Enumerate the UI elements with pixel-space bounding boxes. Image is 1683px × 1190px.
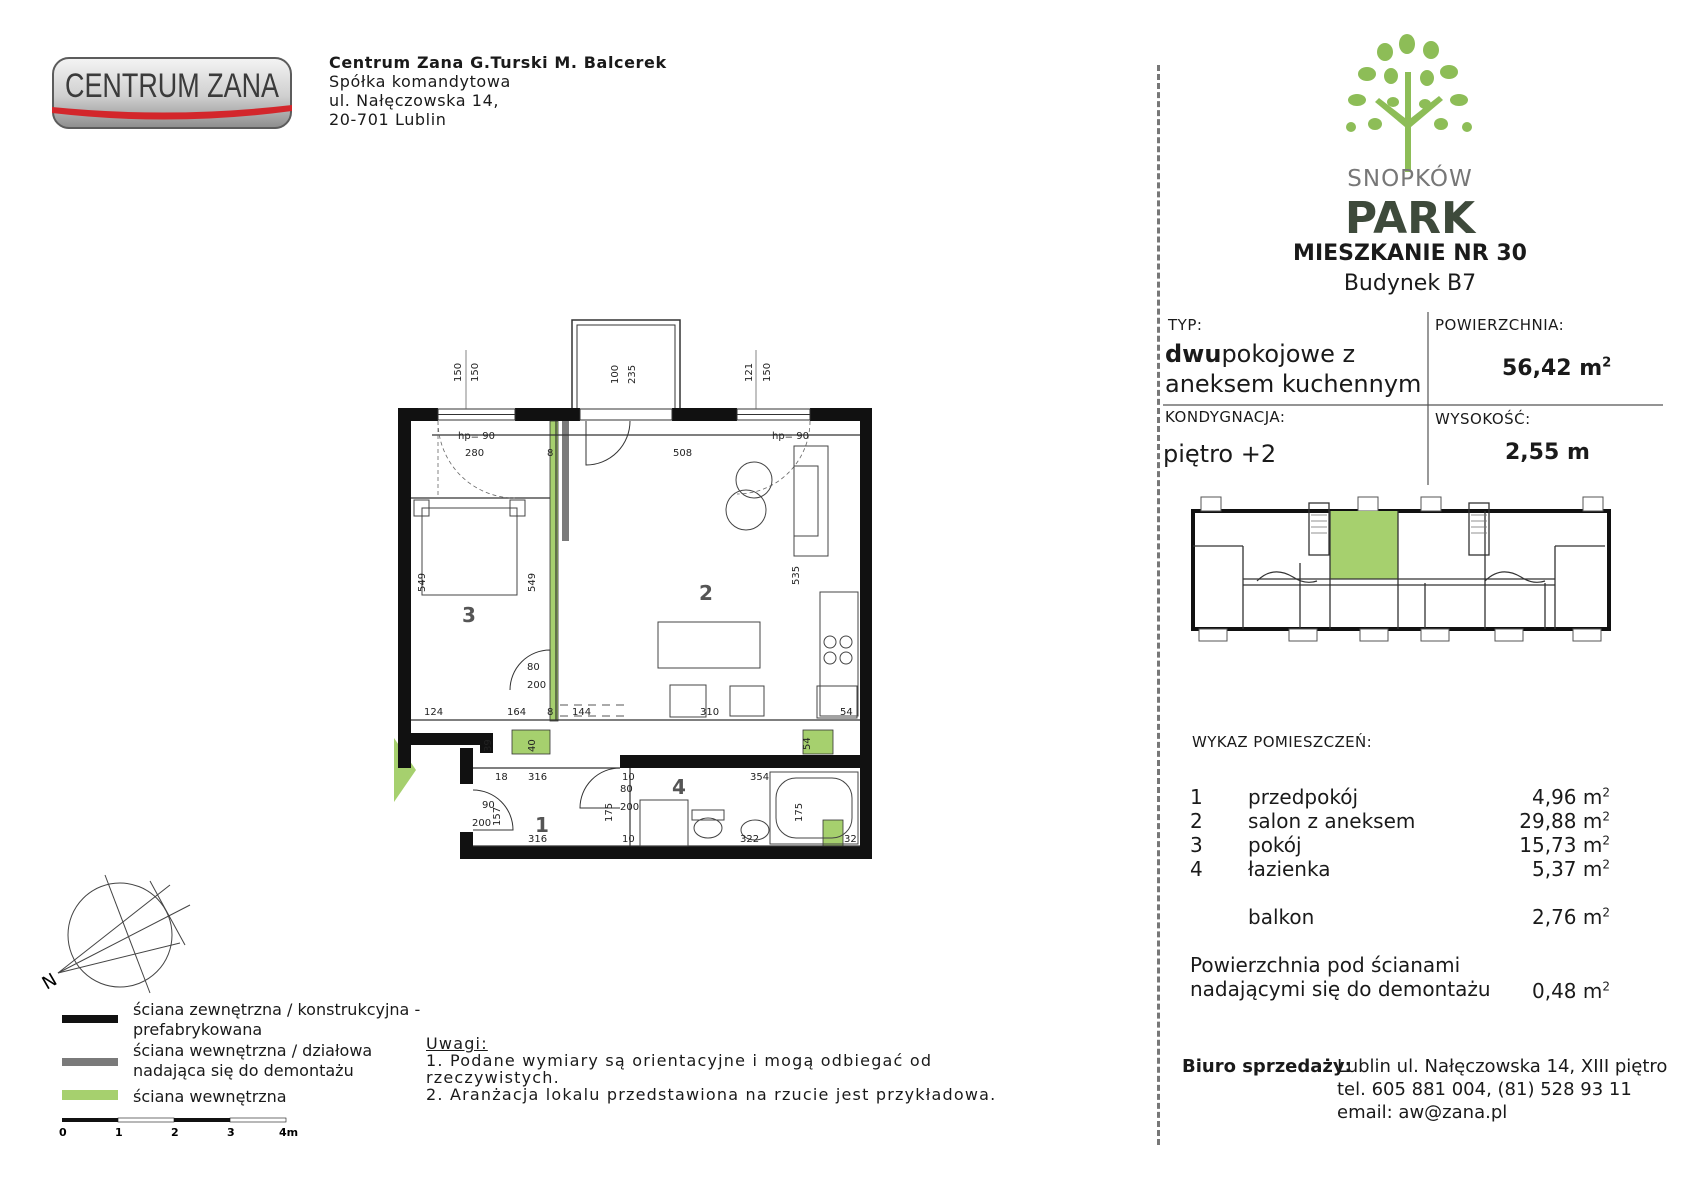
room-name: przedpokój: [1248, 785, 1359, 809]
demolition-area-sup: 2: [1602, 979, 1610, 994]
dim: 10: [622, 834, 635, 845]
scale-tick: 2: [171, 1126, 179, 1139]
room-area-value: 4,96 m: [1531, 785, 1603, 809]
room-area-value: 15,73 m: [1519, 833, 1603, 857]
dim: 150: [470, 362, 481, 382]
room-no: 3: [1190, 833, 1203, 857]
building-key-plan: [1185, 493, 1625, 653]
balcony: [572, 320, 680, 416]
office-email[interactable]: email: aw@zana.pl: [1337, 1102, 1508, 1123]
legend-exterior-label: [133, 1000, 420, 1040]
demolition-area-value: 0,48 m: [1531, 979, 1603, 1003]
area-sup: 2: [1602, 355, 1612, 371]
dim: 235: [627, 364, 638, 384]
dim: 175: [604, 802, 615, 822]
floor-value: piętro +2: [1163, 440, 1277, 468]
room-area-value: 29,88 m: [1519, 809, 1603, 833]
type-value-line2: aneksem kuchennym: [1165, 370, 1422, 398]
notes: [426, 1035, 996, 1103]
windows: [438, 409, 810, 420]
company-city: 20-701 Lublin: [329, 110, 447, 129]
demolition-area: [1532, 979, 1610, 1003]
dim: 90: [482, 800, 495, 811]
apartment-title: MIESZKANIE NR 30: [1293, 241, 1527, 266]
dim: 175: [794, 802, 805, 822]
legend-exterior-line1: ściana zewnętrzna / konstrukcyjna -: [133, 1000, 421, 1019]
room-area-sup: 2: [1602, 857, 1610, 872]
furniture: [414, 446, 858, 846]
room-area-sup: 2: [1602, 833, 1610, 848]
dim: 150: [453, 362, 464, 382]
dim: 200: [472, 818, 492, 829]
notes-title: Uwagi:: [426, 1034, 488, 1053]
apartment-building: Budynek B7: [1343, 271, 1477, 296]
room-name: salon z aneksem: [1248, 809, 1416, 833]
legend-exterior-swatch: [62, 1015, 118, 1023]
demolition-area-row: [1190, 953, 1610, 1003]
room-list-heading: WYKAZ POMIESZCZEŃ:: [1192, 733, 1373, 751]
room-no: 4: [1190, 857, 1203, 881]
brand-park: PARK: [1344, 193, 1476, 244]
room-area: [1519, 833, 1610, 857]
dim: 8: [547, 448, 554, 459]
scale-bar: [58, 1116, 308, 1146]
scale-tick: 4m: [279, 1126, 299, 1139]
dim: 354: [750, 772, 770, 783]
legend-interior-label: ściana wewnętrzna: [133, 1087, 287, 1106]
dim: 280: [465, 448, 485, 459]
room-area-sup: 2: [1602, 809, 1610, 824]
list-item: [1190, 809, 1610, 833]
dim: 54: [802, 737, 813, 750]
dim: 316: [528, 772, 548, 783]
logo-text: CENTRUM ZANA: [65, 67, 280, 105]
dim: 18: [495, 772, 508, 783]
list-item: [1190, 857, 1610, 881]
brand-snopkow: SNOPKÓW: [1347, 166, 1473, 192]
office-label: Biuro sprzedaży:: [1182, 1056, 1352, 1077]
dim: 124: [424, 707, 444, 718]
type-rest: pokojowe z: [1221, 340, 1356, 368]
area-label: POWIERZCHNIA:: [1435, 316, 1565, 334]
company-name: Centrum Zana G.Turski M. Balcerek: [329, 53, 667, 72]
compass-north-label: N: [38, 969, 61, 995]
room-area: [1519, 809, 1610, 833]
type-label: TYP:: [1168, 316, 1203, 334]
dim: 157: [492, 806, 503, 826]
dim: 535: [791, 565, 802, 585]
compass: [30, 875, 200, 995]
room-1-number: 1: [535, 813, 549, 837]
legend-demolition-line1: ściana wewnętrzna / działowa: [133, 1041, 373, 1060]
dim: 549: [417, 572, 428, 592]
room-area-sup: 2: [1602, 785, 1610, 800]
dim: 316: [528, 834, 548, 845]
dim: 150: [762, 362, 773, 382]
room-3-number: 3: [462, 603, 476, 627]
demolition-wall: [562, 421, 569, 541]
room-4-number: 4: [672, 775, 686, 799]
area-value: [1502, 356, 1611, 381]
area-number: 56,42 m: [1502, 356, 1603, 381]
company-street: ul. Nałęczowska 14,: [329, 91, 500, 110]
room-name: pokój: [1248, 833, 1302, 857]
centrum-zana-logo: [50, 55, 294, 133]
dim: 508: [673, 448, 693, 459]
room-no: 1: [1190, 785, 1203, 809]
legend-demolition-swatch: [62, 1058, 118, 1066]
type-value: [1165, 340, 1355, 368]
height-value: 2,55 m: [1505, 440, 1590, 465]
dim: 200: [620, 802, 640, 813]
type-bold: dwu: [1165, 340, 1222, 368]
scale-tick: 0: [59, 1126, 67, 1139]
dim: 100: [610, 364, 621, 384]
floor-plan: [390, 310, 890, 870]
balcony-area-value: 2,76 m: [1531, 905, 1603, 929]
legend-interior-swatch: [62, 1090, 118, 1100]
page-divider: [1157, 65, 1160, 1145]
dim: 144: [572, 707, 592, 718]
room-no: 2: [1190, 809, 1203, 833]
room-area-value: 5,37 m: [1531, 857, 1603, 881]
list-item-balcony: [1190, 905, 1610, 929]
dim: 32: [844, 834, 857, 845]
notes-line: 2. Aranżacja lokalu przedstawiona na rzucie jest przykładowa.: [426, 1085, 997, 1104]
demolition-label-line1: Powierzchnia pod ścianami: [1190, 953, 1461, 977]
dim: 200: [527, 680, 547, 691]
company-info: [329, 53, 667, 129]
balcony-area-sup: 2: [1602, 905, 1610, 920]
dim: hp= 90: [458, 431, 495, 442]
dim: hp= 90: [772, 431, 809, 442]
legend-demolition-line2: nadająca się do demontażu: [133, 1061, 354, 1080]
dim: 39: [483, 739, 494, 752]
scale-tick: 1: [115, 1126, 123, 1139]
dim: 322: [740, 834, 760, 845]
dim: 80: [527, 662, 540, 673]
demolition-label-line2: nadającymi się do demontażu: [1190, 977, 1491, 1001]
legend-demolition-label: [133, 1041, 372, 1081]
notes-line: rzeczywistych.: [426, 1068, 560, 1087]
dim: 10: [622, 772, 635, 783]
dim: 8: [547, 707, 554, 718]
dim: 549: [527, 572, 538, 592]
dim: 310: [700, 707, 720, 718]
dim: 121: [744, 362, 755, 382]
floor-label: KONDYGNACJA:: [1165, 408, 1286, 426]
room-area: [1532, 857, 1610, 881]
company-line: Spółka komandytowa: [329, 72, 511, 91]
office-phone: tel. 605 881 004, (81) 528 93 11: [1337, 1079, 1632, 1100]
list-item: [1190, 785, 1610, 809]
room-name: łazienka: [1248, 857, 1331, 881]
tree-logo-icon: [1345, 32, 1475, 172]
dim: 164: [507, 707, 527, 718]
scale-tick: 3: [227, 1126, 235, 1139]
balcony-area: [1532, 905, 1610, 929]
exterior-walls: [398, 408, 872, 859]
notes-line: 1. Podane wymiary są orientacyjne i mogą odbiegać od: [426, 1051, 933, 1070]
list-item: [1190, 833, 1610, 857]
legend-exterior-line2: prefabrykowana: [133, 1020, 263, 1039]
office-address: Lublin ul. Nałęczowska 14, XIII piętro: [1337, 1056, 1668, 1077]
balcony-name: balkon: [1248, 905, 1315, 929]
dim: 40: [527, 739, 538, 752]
dim: 54: [840, 707, 853, 718]
dim: 80: [620, 784, 633, 795]
room-2-number: 2: [699, 581, 713, 605]
room-area: [1532, 785, 1610, 809]
height-label: WYSOKOŚĆ:: [1435, 410, 1531, 428]
